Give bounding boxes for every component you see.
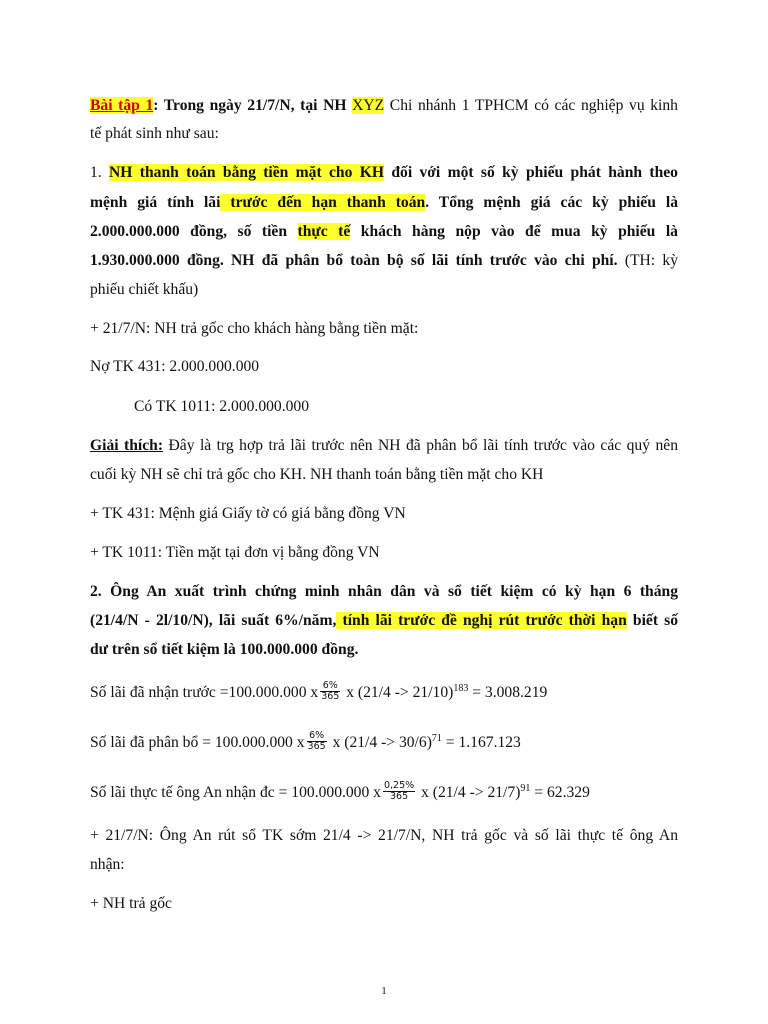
item-1-line-5: phiếu chiết khấu) <box>90 281 199 298</box>
exercise-title: Bài tập 1 <box>90 97 154 114</box>
explanation-line-2: cuối kỳ NH sẽ chỉ trả gốc cho KH. NH thanh toán bằng tiền mặt cho KH <box>90 466 544 483</box>
formula-2-lhs: Số lãi đã phân bổ = 100.000.000 x <box>90 734 305 752</box>
fraction-1-numerator: 6% <box>320 681 340 692</box>
item-2-text-2a: (21/4/N - 2l/10/N), lãi suất 6%/năm, <box>90 612 337 629</box>
formula-1-lhs: Số lãi đã nhận trước =100.000.000 x <box>90 684 319 702</box>
fraction-2-numerator: 6% <box>307 731 327 742</box>
item-1-text-4: 2.000.000.000 đồng, số tiền <box>90 223 298 240</box>
formula-3-days: 91 <box>520 783 531 795</box>
item-1-line-1 <box>90 163 678 183</box>
fraction-rate-1 <box>320 681 340 702</box>
item-1-highlight-2: trước đến hạn thanh toán <box>220 194 426 211</box>
formula-1-result: = 3.008.219 <box>468 684 548 702</box>
formula-actual-interest <box>90 780 678 804</box>
item-1-text-3: . Tổng mệnh giá các kỳ phiếu là <box>425 194 678 211</box>
fraction-3-numerator: 0,25% <box>383 780 415 791</box>
fraction-rate-2 <box>307 731 327 752</box>
item-1-number: 1. <box>90 164 110 181</box>
formula-prepaid-interest <box>90 680 678 704</box>
explanation-label: Giải thích: <box>90 437 164 454</box>
formula-allocated-interest <box>90 730 678 754</box>
formula-3-lhs: Số lãi thực tế ông An nhận đc = 100.000.000 x <box>90 784 381 802</box>
item-1-line-3 <box>90 222 678 242</box>
entry-2-line-2: nhận: <box>90 856 125 873</box>
fraction-1-denominator: 365 <box>321 691 340 702</box>
item-1-text-6-note: (TH: kỳ <box>617 252 679 269</box>
entry-2-line-1: + 21/7/N: Ông An rút sổ TK sớm 21/4 -> 21/7/N, NH trả gốc và số lãi thực tế ông An <box>90 827 678 844</box>
explanation-text-1: Đây là trg hợp trả lãi trước nên NH đã phân bổ lãi tính trước vào các quý nên <box>163 437 678 454</box>
item-1-line-4 <box>90 251 678 271</box>
item-1-text-5: khách hàng nộp vào để mua kỳ phiếu là <box>350 223 678 240</box>
item-2-line-1: 2. Ông An xuất trình chứng minh nhân dân và sổ tiết kiệm có kỳ hạn 6 tháng <box>90 583 678 600</box>
entry-1-heading: + 21/7/N: NH trả gốc cho khách hàng bằng tiền mặt: <box>90 320 419 337</box>
formula-2-days: 71 <box>431 733 442 745</box>
fraction-2-denominator: 365 <box>307 741 326 752</box>
item-1-text-6: 1.930.000.000 đồng. NH đã phân bổ toàn bộ số lãi tính trước vào chi phí. <box>90 252 618 269</box>
exercise-intro-line-2: tế phát sinh như sau: <box>90 125 219 142</box>
formula-3-result: = 62.329 <box>530 784 590 802</box>
item-2-line-3: dư trên sổ tiết kiệm là 100.000.000 đồng. <box>90 641 359 658</box>
bank-name-highlight: XYZ <box>352 97 385 114</box>
formula-3-period: x (21/4 -> 21/7) <box>417 784 521 802</box>
debit-entry: Nợ TK 431: 2.000.000.000 <box>90 358 260 375</box>
page-number: 1 <box>381 985 387 997</box>
item-2-highlight: tính lãi trước đề nghị rút trước thời hạn <box>336 612 627 629</box>
item-1-highlight-1: NH thanh toán bằng tiền mặt cho KH <box>109 164 384 181</box>
item-2-text-2b: biết số <box>626 612 679 629</box>
credit-entry: Có TK 1011: 2.000.000.000 <box>134 398 310 415</box>
item-2-line-2 <box>90 611 678 631</box>
formula-2-result: = 1.167.123 <box>441 734 521 752</box>
item-1-text-2: mệnh giá tính lãi <box>90 194 221 211</box>
intro-text-a: : Trong ngày 21/7/N, tại NH <box>153 97 353 114</box>
account-1011-note: + TK 1011: Tiền mặt tại đơn vị bằng đồng VN <box>90 544 380 561</box>
item-1-highlight-3: thực tế <box>297 223 351 240</box>
explanation-line-1 <box>90 436 678 456</box>
fraction-rate-3 <box>383 781 415 802</box>
formula-1-days: 183 <box>453 683 469 695</box>
formula-1-period: x (21/4 -> 21/10) <box>342 684 454 702</box>
account-431-note: + TK 431: Mệnh giá Giấy tờ có giá bằng đồng VN <box>90 505 406 522</box>
exercise-intro-line-1 <box>90 96 678 116</box>
formula-2-period: x (21/4 -> 30/6) <box>328 734 432 752</box>
intro-text-b: Chi nhánh 1 TPHCM có các nghiệp vụ kinh <box>384 97 678 114</box>
fraction-3-denominator: 365 <box>390 791 409 802</box>
item-1-text-1: đối với một số kỳ phiếu phát hành theo <box>384 164 678 181</box>
entry-2-line-3: + NH trả gốc <box>90 895 172 912</box>
item-1-line-2 <box>90 193 678 213</box>
